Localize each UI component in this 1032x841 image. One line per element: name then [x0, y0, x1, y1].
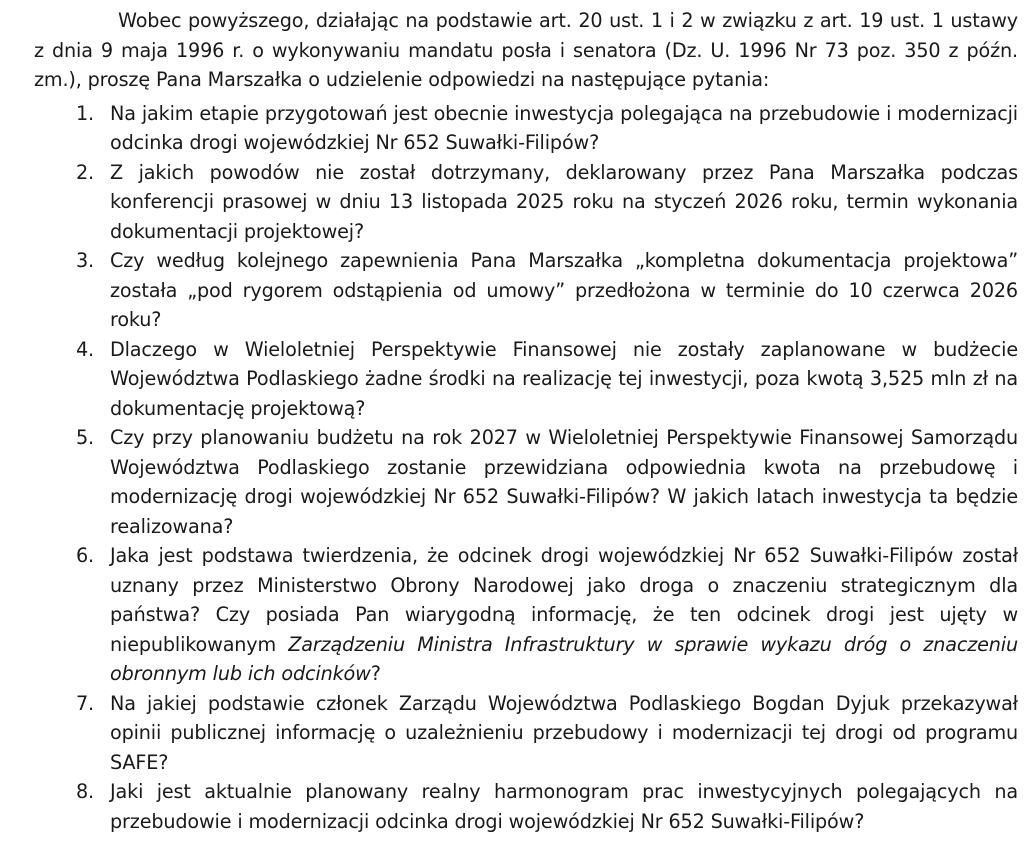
- intro-paragraph: Wobec powyższego, działając na podstawie art. 20 ust. 1 i 2 w związku z art. 19 ust. 1 ustawy z dnia 9 maja 1996 r. o wykonywaniu mandatu posła i senatora (Dz. U. 1996 Nr 73 poz. 350 z późn. zm.), proszę Pana Marszałka o udzielenie odpowiedzi na następujące pytania:: [34, 9, 1018, 91]
- question-number: 3.: [76, 249, 95, 272]
- question-item: [34, 689, 1018, 778]
- question-number: 7.: [76, 691, 95, 715]
- question-italic-title: Zarządzeniu Ministra Infrastruktury w sprawie wykazu dróg o znaczeniu obronnym lub ich odcinków: [110, 632, 1018, 685]
- question-text: Czy przy planowaniu budżetu na rok 2027 w Wieloletniej Perspektywie Finansowej Samorządu Województwa Podlaskiego zostanie przewidziana odpowiednia kwota na przebudowę i modernizację drogi wojewódzkiej Nr 652 Suwałki-Filipów? W jakich latach inwestycja ta będzie realizowana?: [110, 426, 1018, 538]
- question-number: 4.: [76, 337, 95, 361]
- question-number: 5.: [76, 426, 95, 449]
- question-number: 6.: [76, 544, 95, 567]
- question-item: [34, 423, 1018, 541]
- question-item: [34, 99, 1018, 158]
- question-item: [34, 158, 1018, 247]
- question-number: 8.: [76, 780, 95, 803]
- question-text: Z jakich powodów nie został dotrzymany, deklarowany przez Pana Marszałka podczas konferencji prasowej w dniu 13 listopada 2025 roku na styczeń 2026 roku, termin wykonania dokumentacji projektowej?: [110, 160, 1018, 243]
- question-text: Na jakiej podstawie członek Zarządu Województwa Podlaskiego Bogdan Dyjuk przekazywał opinii publicznej informację o uzależnieniu przebudowy i modernizacji tej drogi od programu SAFE?: [110, 691, 1018, 774]
- question-text: Na jakim etapie przygotowań jest obecnie inwestycja polegająca na przebudowie i modernizacji odcinka drogi wojewódzkiej Nr 652 Suwałki-Filipów?: [110, 101, 1018, 154]
- question-item: [34, 335, 1018, 424]
- question-item: [34, 541, 1018, 689]
- question-number: 1.: [76, 101, 95, 125]
- question-text: Dlaczego w Wieloletniej Perspektywie Finansowej nie zostały zaplanowane w budżecie Województwa Podlaskiego żadne środki na realizację tej inwestycji, poza kwotą 3,525 mln zł na dokumentację projektową?: [110, 337, 1018, 420]
- question-number: 2.: [76, 160, 95, 184]
- question-text-suffix: ?: [370, 662, 381, 685]
- questions-list: [34, 99, 1018, 837]
- question-text: Czy według kolejnego zapewnienia Pana Marszałka „kompletna dokumentacja projektowa” została „pod rygorem odstąpienia od umowy” przedłożona w terminie do 10 czerwca 2026 roku?: [110, 249, 1018, 331]
- question-item: [34, 777, 1018, 836]
- question-item: [34, 246, 1018, 335]
- question-text: Jaka jest podstawa twierdzenia, że odcinek drogi wojewódzkiej Nr 652 Suwałki-Filipów został uznany przez Ministerstwo Obrony Narodowej jako droga o znaczeniu strategicznym dla państwa? Czy posiada Pan wiarygodną informację, że ten odcinek drogi jest ujęty w niepublikowanym: [110, 544, 1018, 656]
- question-text: Jaki jest aktualnie planowany realny harmonogram prac inwestycyjnych polegających na przebudowie i modernizacji odcinka drogi wojewódzkiej Nr 652 Suwałki-Filipów?: [110, 780, 1018, 833]
